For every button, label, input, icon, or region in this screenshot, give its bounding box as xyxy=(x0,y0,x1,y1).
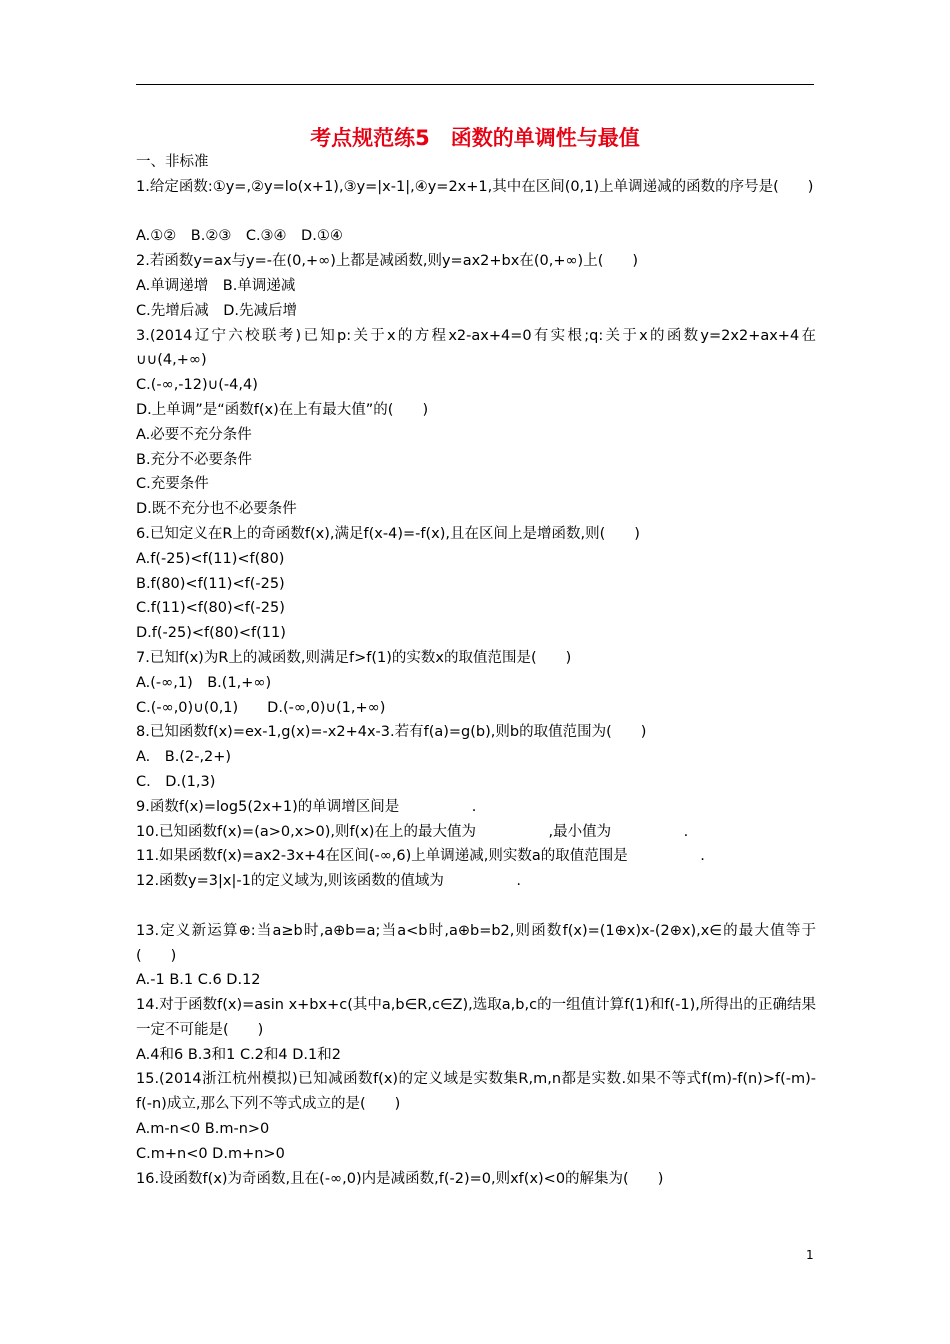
q7-options-cd: C.(-∞,0)∪(0,1) D.(-∞,0)∪(1,+∞) xyxy=(136,699,386,716)
question-7: 7.已知f(x)为R上的减函数,则满足f>f(1)的实数x的取值范围是( ) xyxy=(136,649,572,666)
document-body xyxy=(136,150,816,1191)
q14-options: A.4和6 B.3和1 C.2和4 D.1和2 xyxy=(136,1046,341,1063)
question-13: 13.定义新运算⊕:当a≥b时,a⊕b=a;当a<b时,a⊕b=b2,则函数f(x)=(1⊕x)x-(2⊕x),x∈的最大值等于( ) xyxy=(136,922,816,964)
q1-options: A.①② B.②③ C.③④ D.①④ xyxy=(136,228,343,245)
q7-options-ab: A.(-∞,1) B.(1,+∞) xyxy=(136,674,272,691)
q6-option-b: B.f(80)<f(11)<f(-25) xyxy=(136,575,285,592)
question-12: 12.函数y=3|x|-1的定义域为,则该函数的值域为 . xyxy=(136,873,522,890)
page-number: 1 xyxy=(806,1248,814,1262)
page-title: 考点规范练5 函数的单调性与最值 xyxy=(310,126,640,150)
q6-option-a: A.f(-25)<f(11)<f(80) xyxy=(136,550,285,567)
q15-options-ab: A.m-n<0 B.m-n>0 xyxy=(136,1121,270,1138)
question-8: 8.已知函数f(x)=ex-1,g(x)=-x2+4x-3.若有f(a)=g(b),则b的取值范围为( ) xyxy=(136,724,647,741)
question-15: 15.(2014浙江杭州模拟)已知减函数f(x)的定义域是实数集R,m,n都是实数.如果不等式f(m)-f(n)>f(-m)-f(-n)成立,那么下列不等式成立的是( ) xyxy=(136,1071,816,1113)
q6-option-c: C.f(11)<f(80)<f(-25) xyxy=(136,600,285,617)
q6-option-d: D.f(-25)<f(80)<f(11) xyxy=(136,625,286,642)
option-b-sufficient: B.充分不必要条件 xyxy=(136,451,253,468)
section-heading: 一、非标准 xyxy=(136,154,209,170)
question-2: 2.若函数y=ax与y=-在(0,+∞)上都是减函数,则y=ax2+bx在(0,+∞)上( ) xyxy=(136,253,639,270)
q3-option-c: C.(-∞,-12)∪(-4,4) xyxy=(136,377,258,394)
q3-option-d: D.上单调”是“函数f(x)在上有最大值”的( ) xyxy=(136,401,429,418)
q15-options-cd: C.m+n<0 D.m+n>0 xyxy=(136,1145,285,1162)
option-d-neither: D.既不充分也不必要条件 xyxy=(136,501,297,518)
question-10: 10.已知函数f(x)=(a>0,x>0),则f(x)在上的最大值为 ,最小值为 . xyxy=(136,823,689,840)
q2-options-ab: A.单调递增 B.单调递减 xyxy=(136,277,296,294)
blank-line xyxy=(136,200,816,225)
option-c-both: C.充要条件 xyxy=(136,476,209,493)
question-11: 11.如果函数f(x)=ax2-3x+4在区间(-∞,6)上单调递减,则实数a的取值范围是 . xyxy=(136,848,705,865)
option-a-necessary: A.必要不充分条件 xyxy=(136,426,252,443)
question-3: 3.(2014辽宁六校联考)已知p:关于x的方程x2-ax+4=0有实根;q:关于x的函数y=2x2+ax+4在∪∪(4,+∞) xyxy=(136,327,816,369)
question-9: 9.函数f(x)=log5(2x+1)的单调增区间是 . xyxy=(136,798,477,815)
question-14: 14.对于函数f(x)=asin x+bx+c(其中a,b∈R,c∈Z),选取a,b,c的一组值计算f(1)和f(-1),所得出的正确结果一定不可能是( ) xyxy=(136,997,816,1038)
question-6: 6.已知定义在R上的奇函数f(x),满足f(x-4)=-f(x),且在区间上是增函数,则( ) xyxy=(136,525,640,542)
q8-options-ab: A. B.(2-,2+) xyxy=(136,749,232,766)
q13-options: A.-1 B.1 C.6 D.12 xyxy=(136,972,261,989)
header-rule xyxy=(136,84,814,85)
question-16: 16.设函数f(x)为奇函数,且在(-∞,0)内是减函数,f(-2)=0,则xf(x)<0的解集为( ) xyxy=(136,1170,664,1187)
q2-options-cd: C.先增后减 D.先减后增 xyxy=(136,302,298,319)
blank-line xyxy=(136,894,816,919)
question-1: 1.给定函数:①y=,②y=lo(x+1),③y=|x-1|,④y=2x+1,其中在区间(0,1)上单调递减的函数的序号是( ) xyxy=(136,178,814,195)
q8-options-cd: C. D.(1,3) xyxy=(136,773,216,790)
